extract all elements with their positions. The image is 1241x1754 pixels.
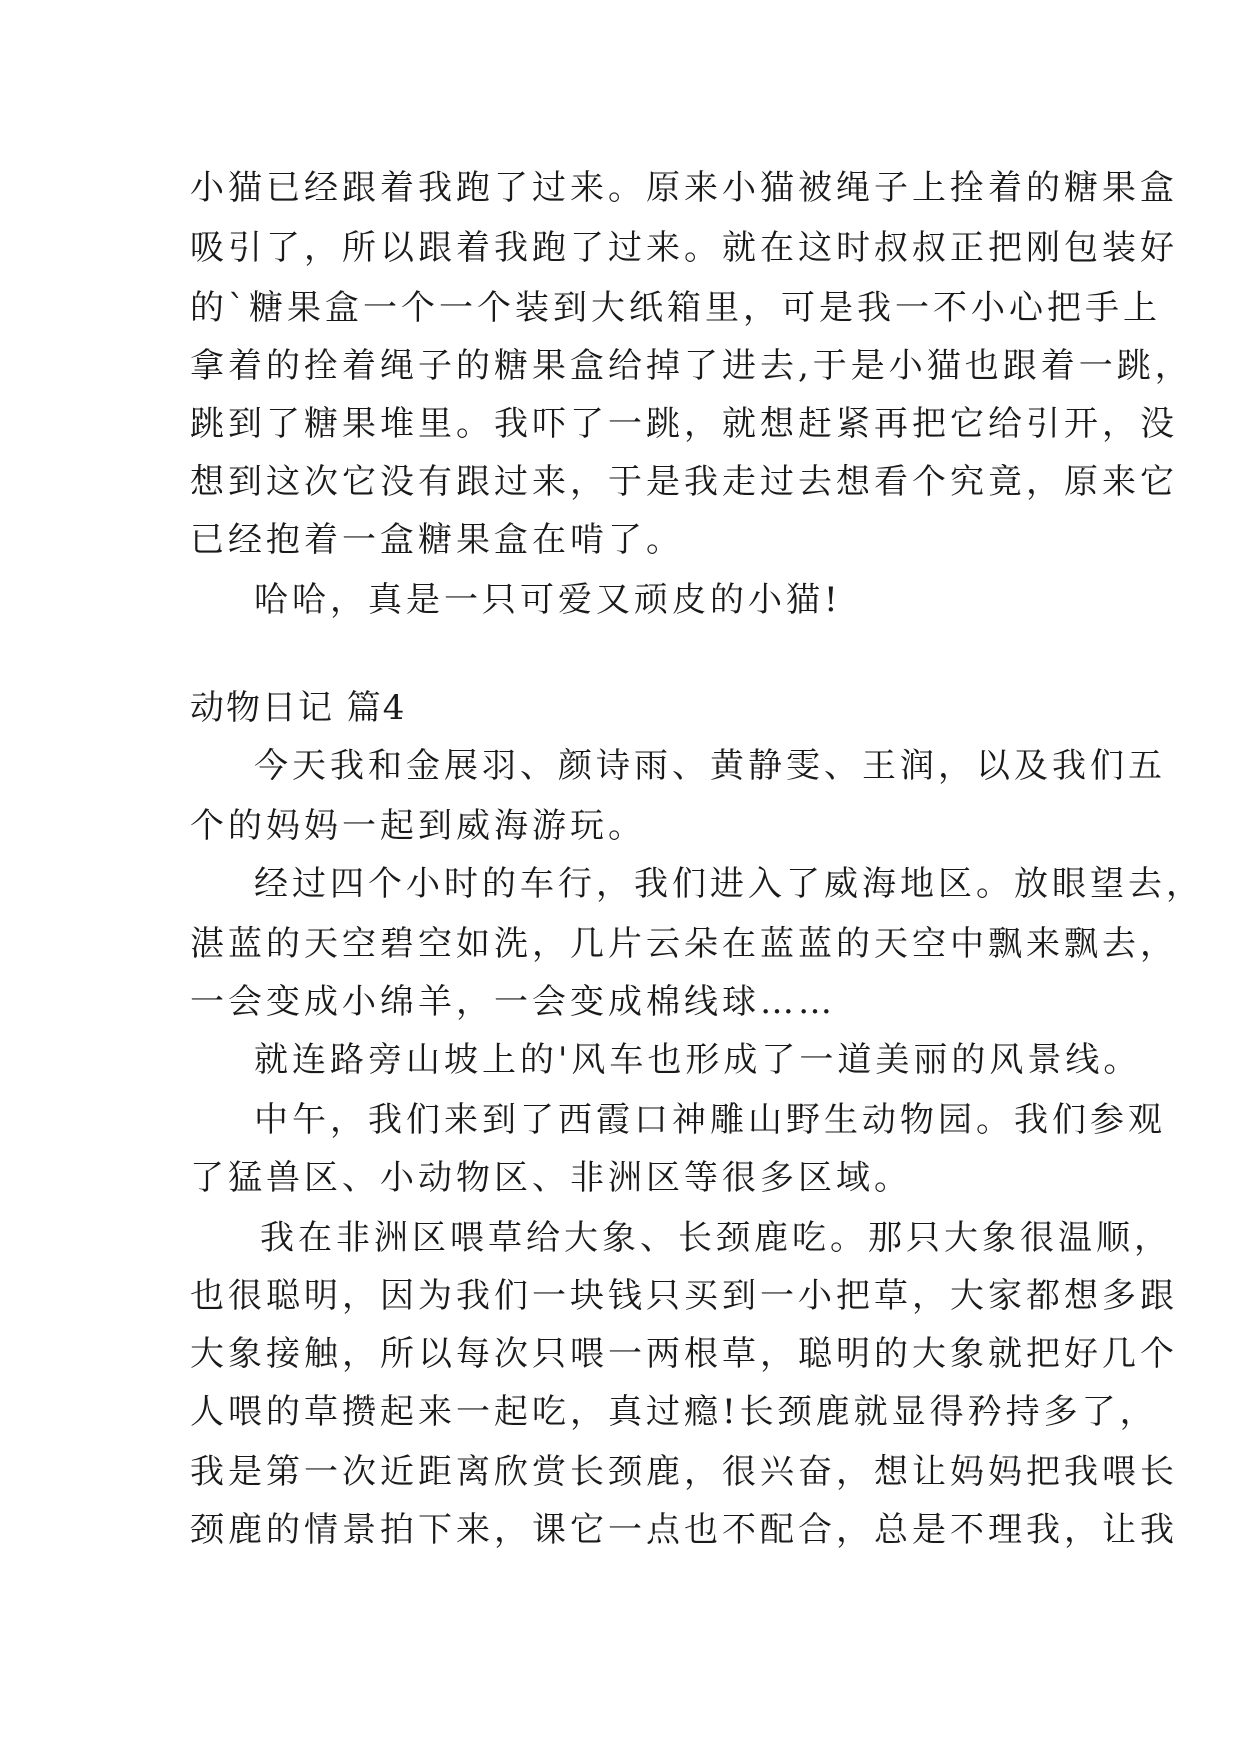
text-line: 哈哈，真是一只可爱又顽皮的小猫! [254,580,842,620]
text-line: 拿着的拴着绳子的糖果盒给掉了进去,于是小猫也跟着一跳， [190,346,1193,386]
text-line: 了猛兽区、小动物区、非洲区等很多区域。 [190,1158,912,1198]
text-line: 就连路旁山坡上的'风车也形成了一道美丽的风景线。 [254,1040,1142,1080]
text-line: 也很聪明，因为我们一块钱只买到一小把草，大家都想多跟 [190,1276,1178,1316]
text-line: 颈鹿的情景拍下来，课它一点也不配合，总是不理我，让我 [190,1510,1178,1550]
text-line: 湛蓝的天空碧空如洗，几片云朵在蓝蓝的天空中飘来飘去， [190,924,1178,964]
text-line: 今天我和金展羽、颜诗雨、黄静雯、王润，以及我们五 [254,746,1166,786]
text-line: 的`糖果盒一个一个装到大纸箱里，可是我一不小心把手上 [190,288,1161,328]
text-line: 已经抱着一盒糖果盒在啃了。 [190,520,684,560]
text-line: 中午，我们来到了西霞口神雕山野生动物园。我们参观 [254,1100,1166,1140]
text-line: 我是第一次近距离欣赏长颈鹿，很兴奋，想让妈妈把我喂长 [190,1452,1178,1492]
text-line: 一会变成小绵羊，一会变成棉线球…… [190,982,836,1022]
text-line: 个的妈妈一起到威海游玩。 [190,806,646,846]
text-line: 经过四个小时的车行，我们进入了威海地区。放眼望去， [254,864,1204,904]
text-line: 我在非洲区喂草给大象、长颈鹿吃。那只大象很温顺， [260,1218,1172,1258]
text-line: 想到这次它没有跟过来，于是我走过去想看个究竟，原来它 [190,462,1178,502]
text-line: 人喂的草攒起来一起吃，真过瘾!长颈鹿就显得矜持多了， [190,1392,1158,1432]
text-line: 吸引了，所以跟着我跑了过来。就在这时叔叔正把刚包装好 [190,228,1178,268]
text-line: 跳到了糖果堆里。我吓了一跳，就想赶紧再把它给引开，没 [190,404,1178,444]
section-heading: 动物日记 篇4 [190,688,407,728]
text-line: 小猫已经跟着我跑了过来。原来小猫被绳子上拴着的糖果盒 [190,168,1178,208]
text-line: 大象接触，所以每次只喂一两根草，聪明的大象就把好几个 [190,1334,1178,1374]
